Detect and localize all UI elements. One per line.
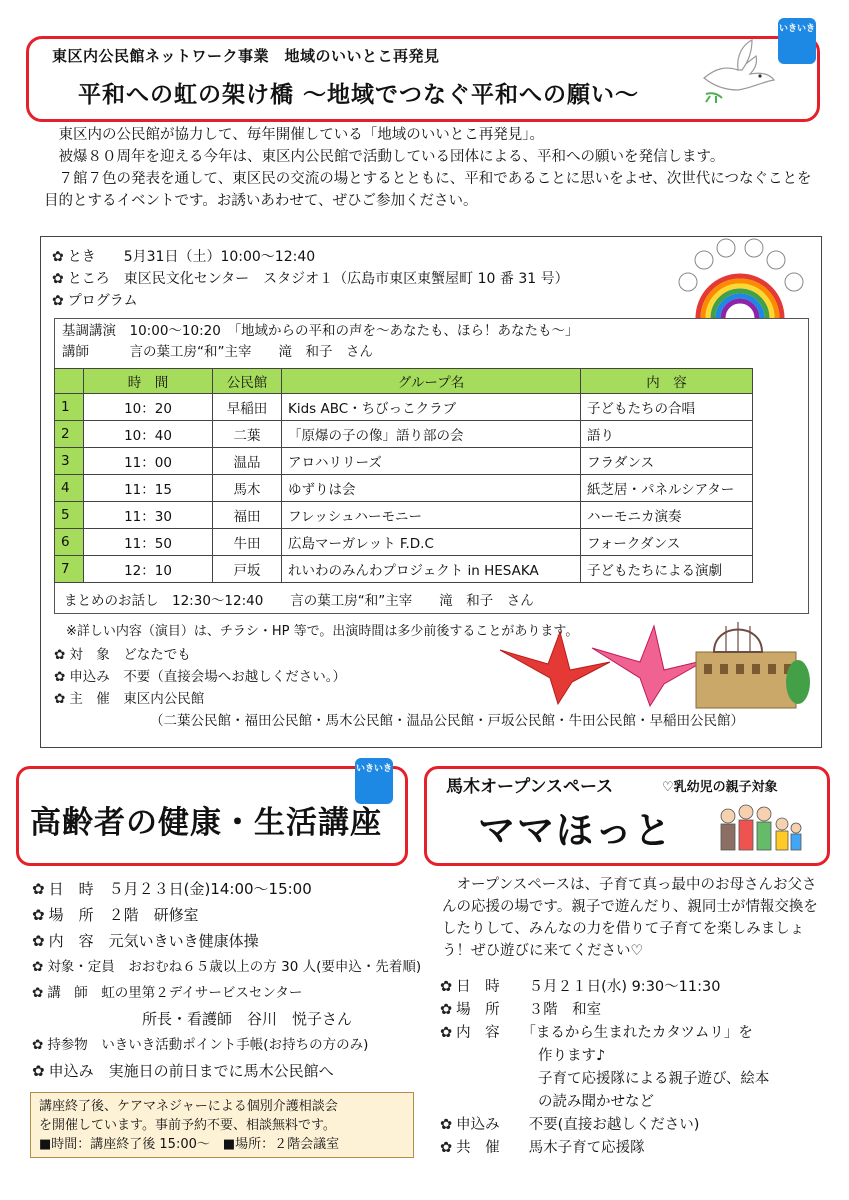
item-value: 馬木子育て応援隊 <box>528 1140 645 1156</box>
table-row <box>55 502 753 529</box>
item-value: 不要(直接お越しください) <box>528 1117 700 1133</box>
row-number: 5 <box>55 502 84 529</box>
flower-icon: ✿ <box>32 985 44 1001</box>
tokoro-label: ところ <box>67 271 110 287</box>
row-hall: 戸坂 <box>213 556 282 583</box>
flower-icon: ✿ <box>32 932 45 950</box>
flower-icon: ✿ <box>440 979 453 995</box>
row-group: 広島マーガレット F.D.C <box>282 529 581 556</box>
item-value: いきいき活動ポイント手帳(お持ちの方のみ) <box>101 1037 369 1053</box>
flower-icon: ✿ <box>32 1062 45 1080</box>
flower-icon: ✿ <box>54 691 66 707</box>
keynote-time: 10:00～10:20 <box>129 323 221 339</box>
row-time: 11：30 <box>84 502 213 529</box>
row-number: 7 <box>55 556 84 583</box>
item-label: 日 時 <box>456 979 500 995</box>
flower-icon: ✿ <box>32 1037 44 1053</box>
flower-icon: ✿ <box>54 669 66 685</box>
row-content: ハーモニカ演奏 <box>581 502 753 529</box>
row-hall: 早稲田 <box>213 394 282 421</box>
row-group: ゆずりは会 <box>282 475 581 502</box>
row-number: 2 <box>55 421 84 448</box>
row-hall: 馬木 <box>213 475 282 502</box>
header-subtitle: 東区内公民館ネットワーク事業 地域のいいとこ再発見 <box>52 47 440 65</box>
host-value: 東区内公民館 <box>123 691 205 707</box>
item-label: 講 師 <box>47 985 88 1001</box>
flower-icon: ✿ <box>440 1117 453 1133</box>
item-label: 内 容 <box>456 1025 500 1041</box>
senior-course-title: 高齢者の健康・生活講座 <box>30 805 382 841</box>
intro-paragraph: オープンスペースは、子育て真っ最中のお母さんお父さんの応援の場です。親子で遊んだり、親同士が情報交換をしたりして、みんなの力を借りて子育てを楽しみましょう！ぜひ遊びに来てください♡ <box>442 877 818 959</box>
item-label: 対象・定員 <box>47 959 115 975</box>
mama-hot-details <box>440 976 830 1160</box>
flower-icon: ✿ <box>440 1140 453 1156</box>
row-number: 3 <box>55 448 84 475</box>
flower-icon: ✿ <box>440 1002 453 1018</box>
flower-icon: ✿ <box>52 249 64 265</box>
open-space-subtitle: 馬木オープンスペース <box>446 777 614 797</box>
flower-icon: ✿ <box>32 906 45 924</box>
senior-course-details <box>32 876 422 1084</box>
table-header-row <box>55 369 753 394</box>
mama-hot-intro <box>442 874 822 962</box>
keynote-title: 「地域からの平和の声を～あなたも、ほら！あなたも～」 <box>234 323 579 339</box>
item-value: 「まるから生まれたカタツムリ」を <box>528 1025 753 1041</box>
ikiiki-tag: いきいき <box>778 18 816 64</box>
table-row <box>55 556 753 583</box>
header-cell <box>55 369 84 394</box>
table-row <box>55 529 753 556</box>
flower-icon: ✿ <box>440 1025 453 1041</box>
item-label: 持参物 <box>47 1037 88 1053</box>
row-hall: 温品 <box>213 448 282 475</box>
target-value: どなたでも <box>123 647 191 663</box>
apply-label: 申込み <box>69 669 110 685</box>
apply-value: 不要（直接会場へお越しください。） <box>123 669 347 685</box>
item-value: の読み聞かせなど <box>538 1094 654 1110</box>
toki-value: 5月31日（土）10:00～12:40 <box>123 249 316 265</box>
item-label: 内 容 <box>48 932 94 950</box>
note-line: 講座終了後、ケアマネジャーによる個別介護相談会 <box>39 1099 338 1114</box>
dove-illustration <box>696 38 778 108</box>
mama-hot-title: ママほっと <box>478 809 673 852</box>
intro-paragraph: 東区内の公民館が協力して、毎年開催している「地域のいいとこ再発見」。 <box>58 127 544 143</box>
lecturer-value: 言の葉工房“和”主宰 滝 和子 さん <box>129 344 373 360</box>
flower-icon: ✿ <box>54 647 66 663</box>
table-row <box>55 394 753 421</box>
intro-paragraph: 被爆８０周年を迎える今年は、東区内公民館で活動している団体による、平和への願いを発信します。 <box>58 149 725 165</box>
row-group: フレッシュハーモニー <box>282 502 581 529</box>
row-group: 「原爆の子の像」語り部の会 <box>282 421 581 448</box>
row-content: 子どもたちの合唱 <box>581 394 753 421</box>
item-value: ５月２３日(金)14:00～15:00 <box>108 880 312 898</box>
item-value: ３階 和室 <box>528 1002 602 1018</box>
keynote-label: 基調講演 <box>62 323 116 339</box>
event-info <box>52 246 569 312</box>
page-title: 平和への虹の架け橋 ～地域でつなぐ平和への願い～ <box>78 82 640 108</box>
item-value: 実施日の前日までに馬木公民館へ <box>108 1062 334 1080</box>
row-content: 紙芝居・パネルシアター <box>581 475 753 502</box>
item-label: 日 時 <box>48 880 94 898</box>
flower-icon: ✿ <box>32 959 44 975</box>
ikiiki-tag: いきいき <box>355 758 393 804</box>
row-content: フォークダンス <box>581 529 753 556</box>
consultation-note <box>30 1092 414 1158</box>
target-note: ♡乳幼児の親子対象 <box>662 780 778 795</box>
row-content: フラダンス <box>581 448 753 475</box>
schedule-table <box>54 368 753 583</box>
row-group: アロハリリーズ <box>282 448 581 475</box>
row-time: 11：00 <box>84 448 213 475</box>
header-cell: グループ名 <box>282 369 581 394</box>
flower-icon: ✿ <box>52 293 64 309</box>
row-time: 12：10 <box>84 556 213 583</box>
tokoro-value: 東区民文化センター スタジオ１（広島市東区東蟹屋町 10 番 31 号） <box>123 271 569 287</box>
header-cell: 時 間 <box>84 369 213 394</box>
item-value: 所長・看護師 谷川 悦子さん <box>142 1010 353 1028</box>
table-row <box>55 448 753 475</box>
header-cell: 公民館 <box>213 369 282 394</box>
row-time: 10：20 <box>84 394 213 421</box>
closing-talk: まとめのお話し 12:30～12:40 言の葉工房“和”主宰 滝 和子 さん <box>64 593 534 609</box>
intro-text <box>44 124 814 212</box>
row-hall: 福田 <box>213 502 282 529</box>
header-cell: 内 容 <box>581 369 753 394</box>
note-line: ■時間：講座終了後 15:00～ ■場所：２階会議室 <box>39 1137 340 1152</box>
flower-icon: ✿ <box>32 880 45 898</box>
row-group: Kids ABC・ちびっこクラブ <box>282 394 581 421</box>
item-label: 申込み <box>456 1117 500 1133</box>
item-value: 作ります♪ <box>538 1048 606 1064</box>
intro-paragraph: ７館７色の発表を通して、東区民の交流の場とするとともに、平和であることに思いをよせ、次世代につなぐことを目的とするイベントです。お誘いあわせて、ぜひご参加ください。 <box>44 171 812 209</box>
row-group: れいわのみんわプロジェクト in HESAKA <box>282 556 581 583</box>
row-time: 11：50 <box>84 529 213 556</box>
host-list: （二葉公民館・福田公民館・馬木公民館・温品公民館・戸坂公民館・牛田公民館・早稲田公民館） <box>150 713 744 729</box>
row-number: 1 <box>55 394 84 421</box>
item-label: 場 所 <box>48 906 94 924</box>
row-hall: 牛田 <box>213 529 282 556</box>
host-label: 主 催 <box>69 691 110 707</box>
toki-label: とき <box>67 249 96 265</box>
item-value: おおむね６５歳以上の方 30 人(要申込・先着順) <box>128 959 422 975</box>
keynote <box>62 321 579 363</box>
row-hall: 二葉 <box>213 421 282 448</box>
schedule-note: ※詳しい内容（演目）は、チラシ・HP 等で。出演時間は多少前後することがあります。 <box>66 624 579 639</box>
row-number: 6 <box>55 529 84 556</box>
table-row <box>55 421 753 448</box>
item-label: 場 所 <box>456 1002 500 1018</box>
family-illustration <box>718 800 804 858</box>
row-time: 11：15 <box>84 475 213 502</box>
row-content: 子どもたちによる演劇 <box>581 556 753 583</box>
lecturer-label: 講師 <box>62 344 89 360</box>
item-value: ２階 研修室 <box>108 906 199 924</box>
item-label: 申込み <box>48 1062 94 1080</box>
note-line: を開催しています。事前予約不要、相談無料です。 <box>39 1118 336 1133</box>
target-label: 対 象 <box>69 647 110 663</box>
item-value: 子育て応援隊による親子遊び、絵本 <box>538 1071 770 1087</box>
item-label: 共 催 <box>456 1140 500 1156</box>
item-value: 元気いきいき健康体操 <box>108 932 259 950</box>
rainbow-illustration <box>670 238 812 322</box>
row-content: 語り <box>581 421 753 448</box>
row-time: 10：40 <box>84 421 213 448</box>
item-value: 虹の里第２デイサービスセンター <box>101 985 303 1001</box>
cranes-dome-illustration <box>500 612 810 712</box>
item-value: ５月２１日(水) 9:30～11:30 <box>528 979 721 995</box>
row-number: 4 <box>55 475 84 502</box>
flower-icon: ✿ <box>52 271 64 287</box>
program-label: プログラム <box>67 293 138 309</box>
table-row <box>55 475 753 502</box>
